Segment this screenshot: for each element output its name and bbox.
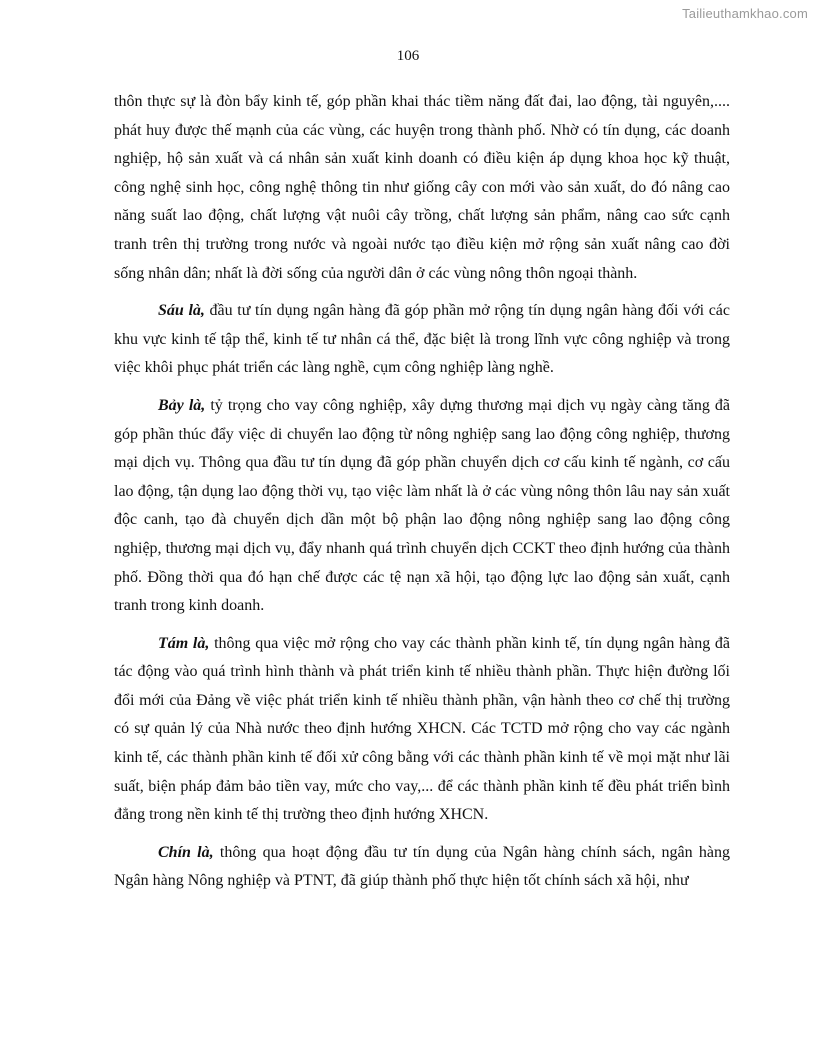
paragraph-lead: Sáu là,: [158, 302, 205, 320]
paragraph-lead: Tám là,: [158, 634, 210, 652]
paragraph-continuation: [114, 88, 730, 288]
paragraph-text: thông qua hoạt động đầu tư tín dụng của Ngân hàng chính sách, ngân hàng Ngân hàng Nông nghiệp và PTNT, đã giúp thành phố thực hiện tốt chính sách xã hội, như: [114, 843, 731, 890]
watermark: Tailieuthamkhao.com: [682, 6, 808, 21]
paragraph-sau-la: [114, 297, 730, 383]
paragraph-chin-la: [114, 839, 730, 896]
paragraph-lead: Chín là,: [158, 843, 214, 861]
paragraph-text: thôn thực sự là đòn bẩy kinh tế, góp phần khai thác tiềm năng đất đai, lao động, tài nguyên,.... phát huy được thế mạnh của các vùng, các huyện trong thành phố. Nhờ có tín dụng, các doanh nghiệp, hộ sản xuất và cá nhân sản xuất kinh doanh có điều kiện áp dụng khoa học kỹ thuật, công nghệ sinh học, công nghệ thông tin như giống cây con mới vào sản xuất, do đó nâng cao năng suất lao động, chất lượng vật nuôi cây trồng, chất lượng sản phẩm, nâng cao sức cạnh tranh trên thị trường trong nước và ngoài nước tạo điều kiện mở rộng sản xuất nâng cao đời sống nhân dân; nhất là đời sống của người dân ở các vùng nông thôn ngoại thành.: [114, 93, 730, 282]
paragraph-tam-la: [114, 630, 730, 830]
paragraph-text: đầu tư tín dụng ngân hàng đã góp phần mở rộng tín dụng ngân hàng đối với các khu vực kinh tế tập thể, kinh tế tư nhân cá thể, đặc biệt là trong lĩnh vực công nghiệp và trong việc khôi phục phát triển các làng nghề, cụm công nghiệp làng nghề.: [114, 302, 730, 377]
paragraph-lead: Bảy là,: [158, 396, 206, 414]
page-number: 106: [396, 48, 420, 64]
paragraph-text: thông qua việc mở rộng cho vay các thành phần kinh tế, tín dụng ngân hàng đã tác động vào quá trình hình thành và phát triển kinh tế nhiều thành phần. Thực hiện đường lối đổi mới của Đảng về việc phát triển kinh tế nhiều thành phần, vận hành theo cơ chế thị trường có sự quản lý của Nhà nước theo định hướng XHCN. Các TCTD mở rộng cho vay các ngành kinh tế, các thành phần kinh tế đối xử công bằng với các thành phần kinh tế về mọi mặt như lãi suất, biện pháp đảm bảo tiền vay, mức cho vay,... để các thành phần kinh tế đều phát triển bình đẳng trong nền kinh tế thị trường theo định hướng XHCN.: [114, 634, 730, 824]
paragraph-text: tỷ trọng cho vay công nghiệp, xây dựng thương mại dịch vụ ngày càng tăng đã góp phần thúc đẩy việc di chuyển lao động từ nông nghiệp sang lao động công nghiệp, thương mại dịch vụ. Thông qua đầu tư tín dụng đã góp phần chuyển dịch cơ cấu kinh tế ngành, cơ cấu lao động, tận dụng lao động thời vụ, tạo việc làm nhất là ở các vùng nông thôn lâu nay sản xuất độc canh, tạo đà chuyển dịch dần một bộ phận lao động nông nghiệp sang lao động công nghiệp, thương mại dịch vụ, đẩy nhanh quá trình chuyển dịch CCKT theo định hướng của thành phố. Đồng thời qua đó hạn chế được các tệ nạn xã hội, tạo động lực lao động sản xuất, cạnh tranh trong kinh doanh.: [114, 396, 731, 615]
paragraph-bay-la: [114, 392, 730, 621]
body-text: [114, 88, 730, 905]
